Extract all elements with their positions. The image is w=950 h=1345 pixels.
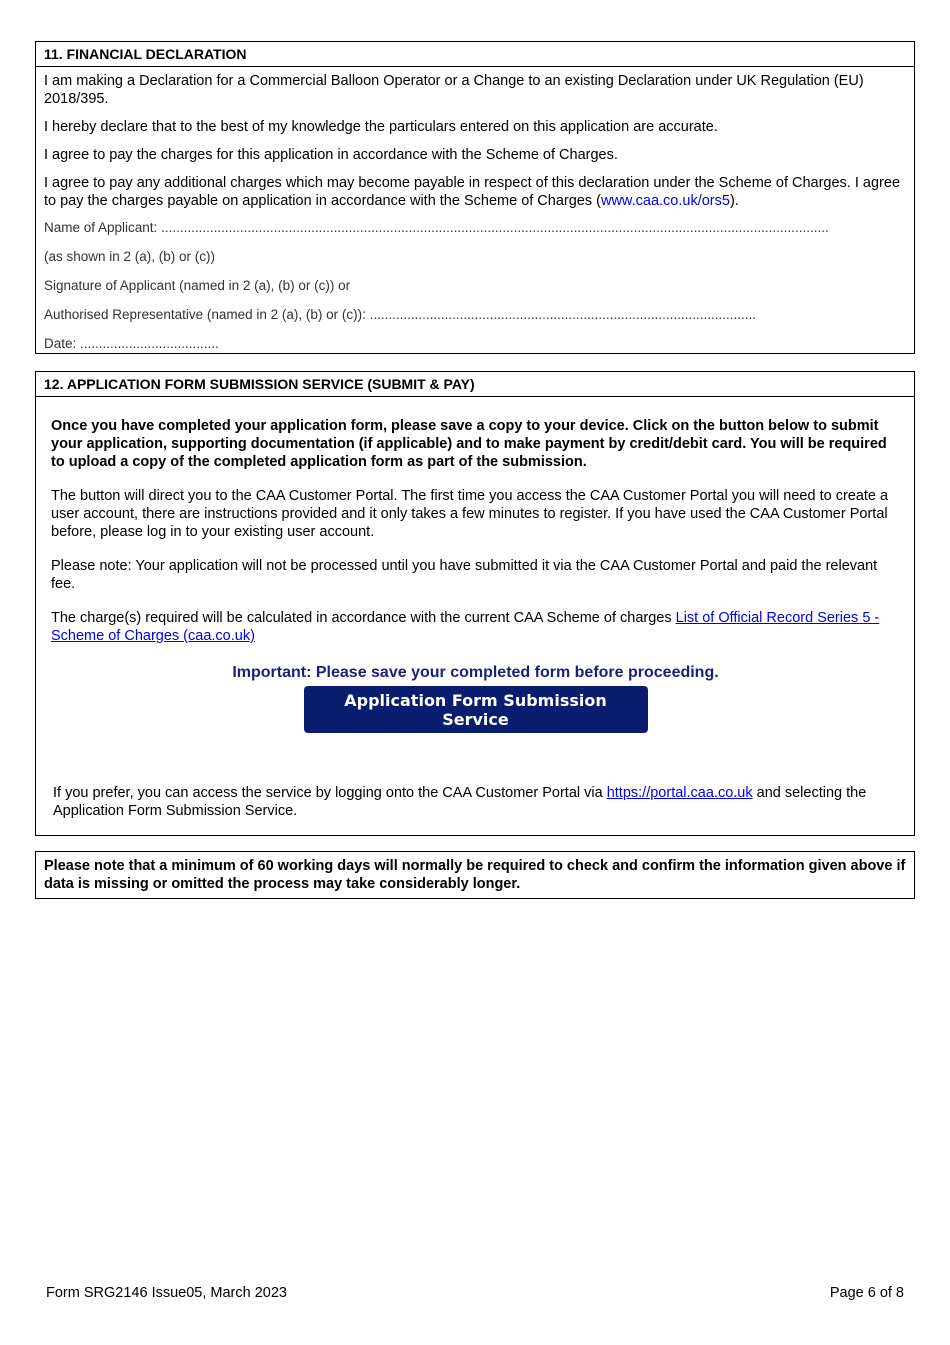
- portal-link[interactable]: https://portal.caa.co.uk: [606, 785, 753, 801]
- save-instructions: Once you have completed your application form, please save a copy to your device. Click on the button below to submit your application, supporting documentation (if applicable) and to make payment by credit/debit card. You will be required to upload a copy of the completed application form as part of the submission.: [51, 418, 887, 470]
- submission-service-section: [35, 371, 915, 836]
- declaration-statement: I am making a Declaration for a Commercial Balloon Operator or a Change to an existing Declaration under UK Regulation (EU) 2018/395.: [44, 73, 864, 107]
- additional-charges-agreement: I agree to pay any additional charges which may become payable in respect of this declaration under the Scheme of Charges. I agree to pay the charges payable on application in accordance with the Scheme of Charges (www.caa.co.uk/ors5).: [44, 175, 901, 209]
- charges-note: The charge(s) required will be calculated in accordance with the current CAA Scheme of charges List of Official Record Series 5 - Scheme of Charges (caa.co.uk): [51, 610, 880, 644]
- applicant-name-field[interactable]: Name of Applicant: ..................................................................................................................................................................................: [44, 220, 829, 235]
- save-warning: Important: Please save your completed form before proceeding.: [232, 664, 719, 681]
- processing-note: Please note: Your application will not be processed until you have submitted it via the CAA Customer Portal and paid the relevant fee.: [51, 558, 878, 592]
- submission-service-button[interactable]: Application Form Submission Service: [304, 686, 648, 733]
- ors5-link[interactable]: www.caa.co.uk/ors5: [600, 193, 730, 209]
- authorised-representative-field[interactable]: Authorised Representative (named in 2 (a), (b) or (c)): .......................................................................................................: [44, 307, 756, 322]
- date-field[interactable]: Date: .....................................: [44, 336, 219, 351]
- section-11-heading: 11. FINANCIAL DECLARATION: [36, 42, 914, 67]
- form-reference: Form SRG2146 Issue05, March 2023: [46, 1285, 287, 1301]
- charges-agreement: I agree to pay the charges for this application in accordance with the Scheme of Charges.: [44, 147, 618, 163]
- portal-instructions: The button will direct you to the CAA Customer Portal. The first time you access the CAA Customer Portal you will need to create a user account, there are instructions provided and it only takes a few minutes to register. If you have used the CAA Customer Portal before, please log in to your existing user account.: [51, 488, 889, 540]
- signature-field[interactable]: Signature of Applicant (named in 2 (a), (b) or (c)) or: [44, 278, 351, 293]
- portal-alternative-note: If you prefer, you can access the service by logging onto the CAA Customer Portal via https://portal.caa.co.uk and selecting the Application Form Submission Service.: [53, 785, 867, 819]
- processing-time-text: Please note that a minimum of 60 working days will normally be required to check and confirm the information given above if data is missing or omitted the process may take considerably longer.: [44, 858, 906, 892]
- processing-time-notice: [35, 851, 915, 899]
- page-number: Page 6 of 8: [829, 1285, 904, 1301]
- as-shown-note: (as shown in 2 (a), (b) or (c)): [44, 249, 216, 264]
- section-12-heading: 12. APPLICATION FORM SUBMISSION SERVICE (SUBMIT & PAY): [36, 372, 914, 397]
- scheme-of-charges-link[interactable]: List of Official Record Series 5 - Scheme of Charges (caa.co.uk): [51, 610, 880, 644]
- accuracy-statement: I hereby declare that to the best of my knowledge the particulars entered on this application are accurate.: [44, 119, 718, 135]
- financial-declaration-section: [35, 41, 915, 354]
